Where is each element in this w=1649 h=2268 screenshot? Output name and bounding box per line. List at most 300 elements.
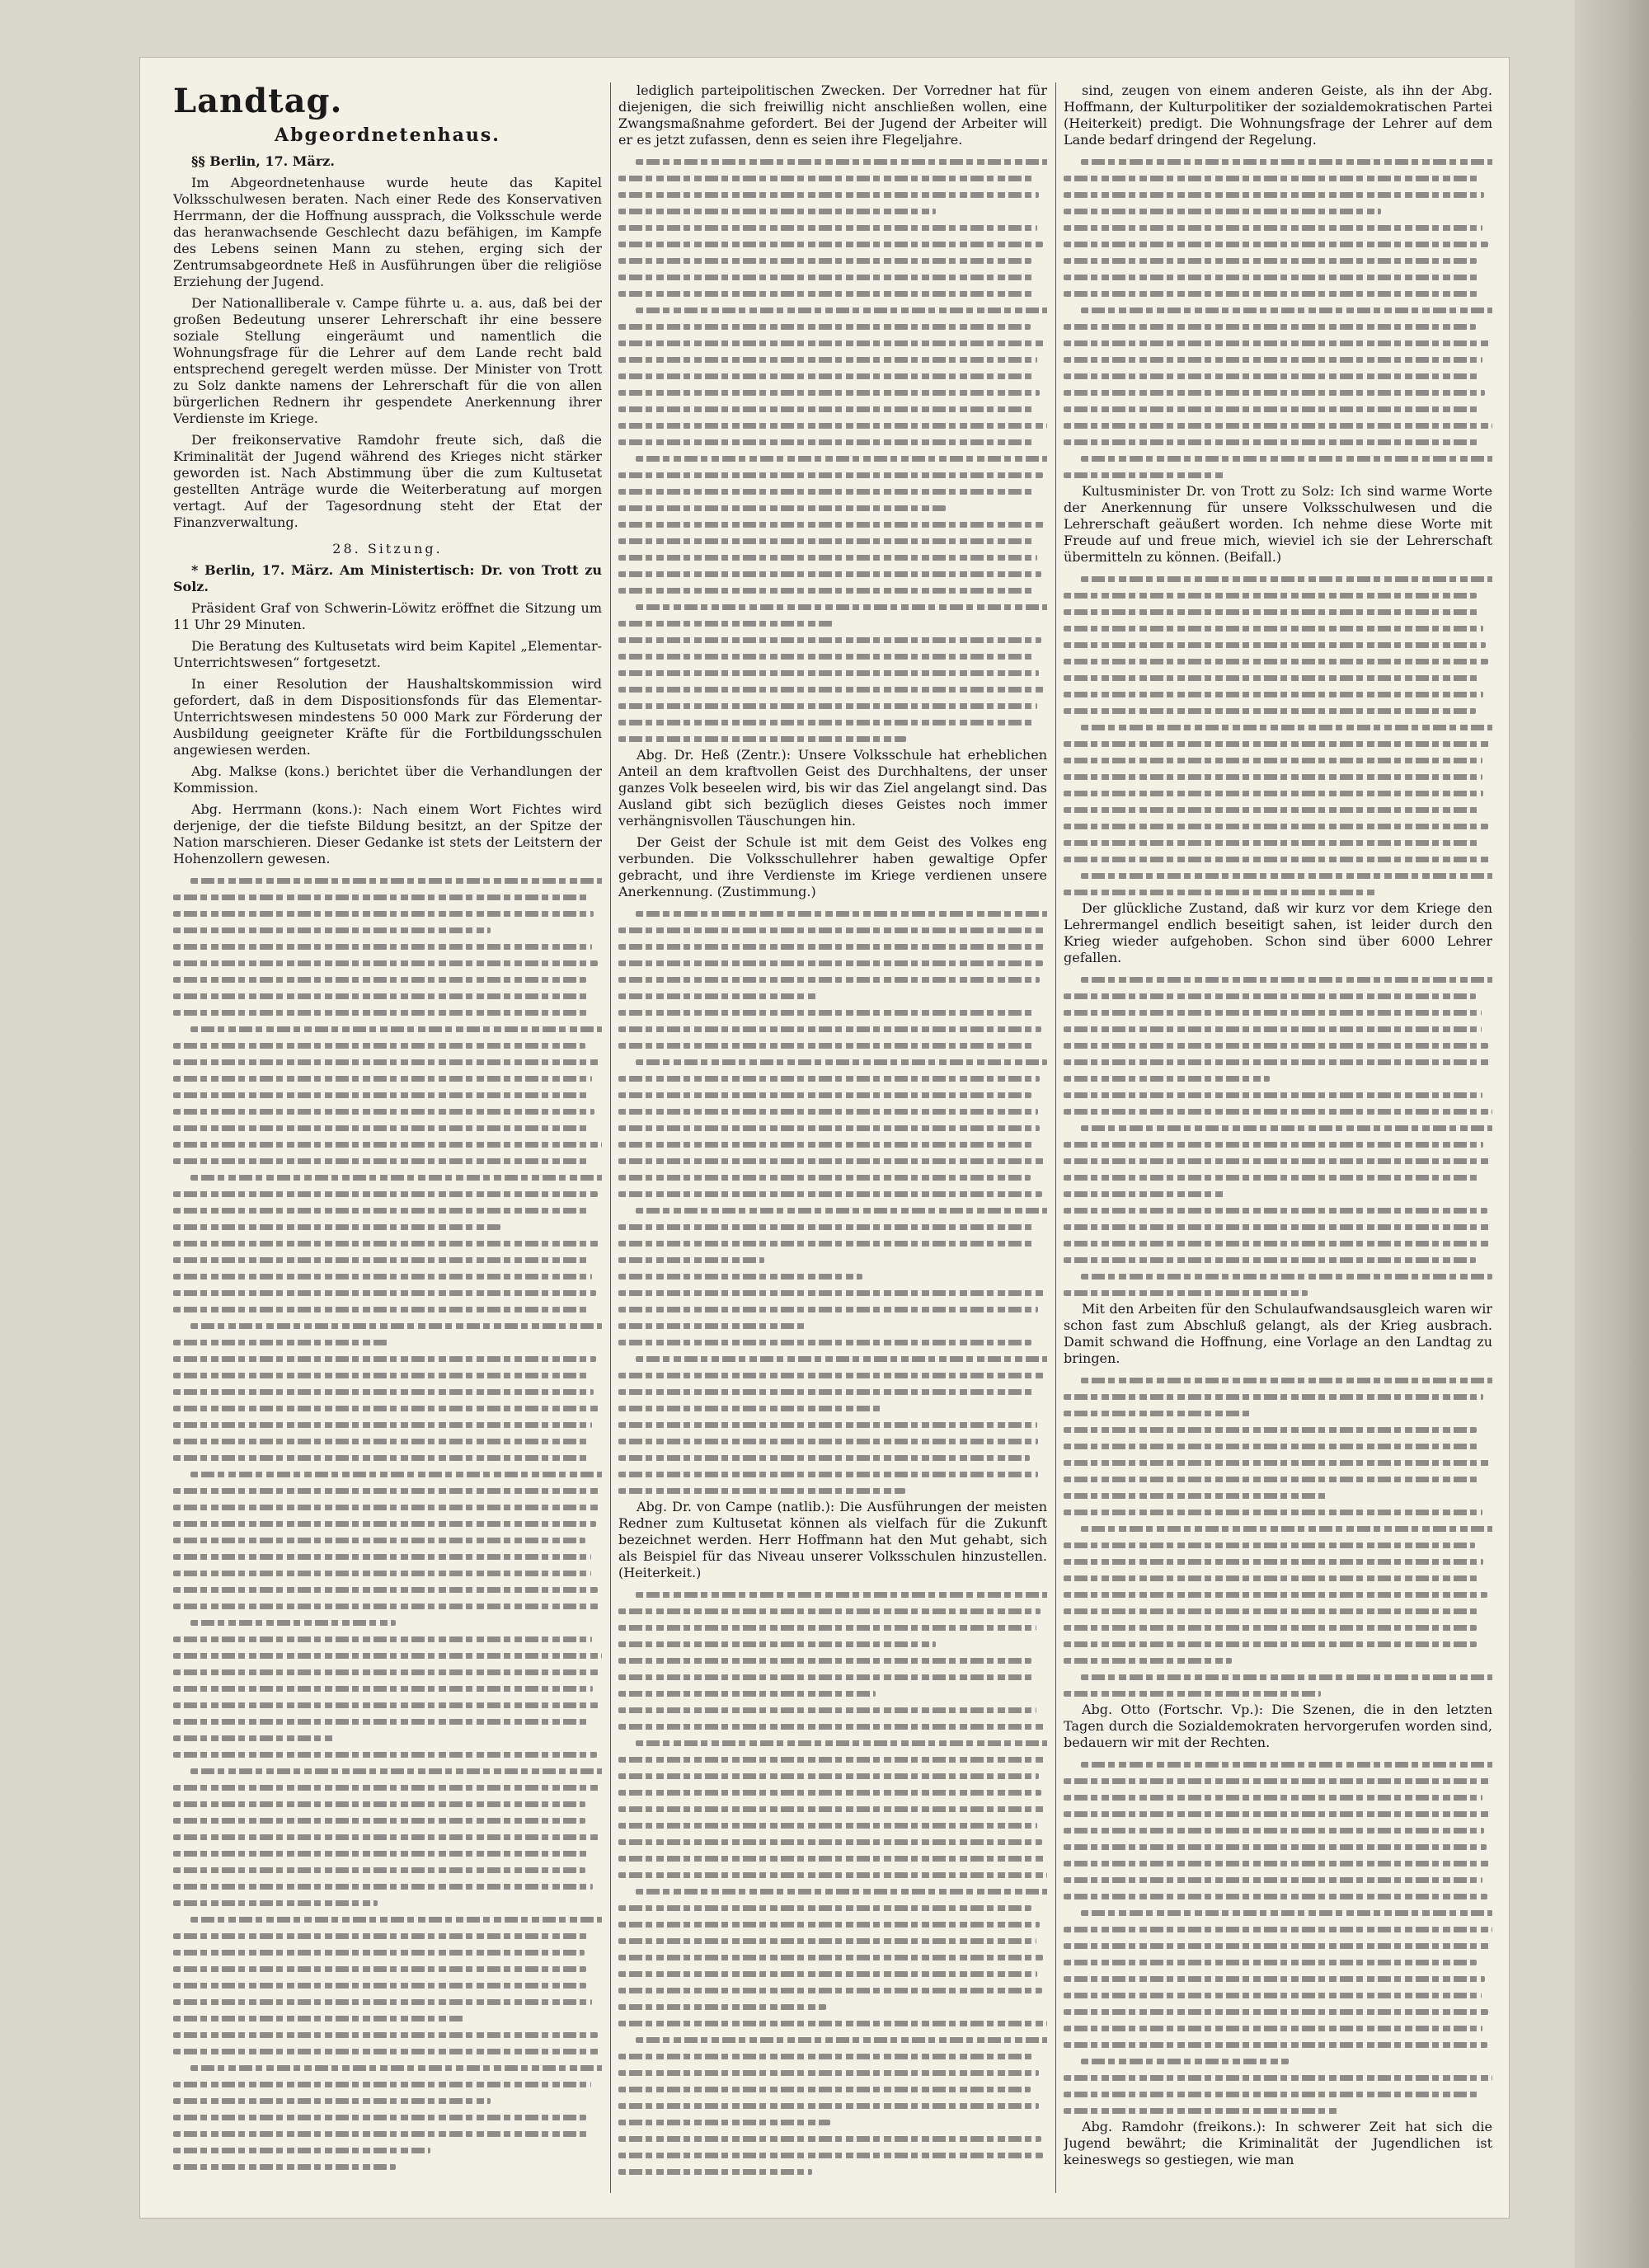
print-line [618, 905, 1047, 922]
print-line [1064, 318, 1492, 335]
print-texture [618, 242, 1043, 247]
print-line [1064, 170, 1492, 186]
print-texture [1064, 1658, 1232, 1664]
dateline: §§ Berlin, 17. März. [191, 153, 335, 169]
print-texture [618, 192, 1039, 198]
print-line [618, 632, 1047, 648]
print-line [173, 2043, 602, 2059]
print-texture [1064, 1592, 1487, 1598]
print-line [173, 1515, 602, 1532]
print-texture [173, 1933, 587, 1939]
column-rule [610, 82, 611, 2193]
print-line [173, 1219, 602, 1235]
print-texture [1064, 1894, 1487, 1899]
print-texture [173, 1307, 589, 1312]
print-texture [190, 1917, 602, 1923]
print-line [618, 318, 1047, 335]
print-texture [618, 1175, 1031, 1181]
print-line [173, 1383, 602, 1400]
print-texture [618, 2136, 1041, 2142]
print-line [618, 1718, 1047, 1735]
print-texture [618, 275, 1034, 280]
print-texture [618, 1707, 1036, 1713]
print-texture [1081, 1378, 1492, 1383]
print-texture [1064, 225, 1482, 231]
print-texture [618, 2087, 1031, 2092]
print-texture [618, 406, 1035, 412]
print-texture [173, 1340, 390, 1345]
print-line [618, 516, 1047, 533]
print-texture [618, 1224, 1034, 1230]
print-line [173, 1103, 602, 1120]
print-line [618, 1383, 1047, 1400]
print-texture [1064, 890, 1377, 895]
article-paragraph: Kultusminister Dr. von Trott zu Solz: Ich sind warme Worte der Anerkennung für unsere Volksschulwesen und die Lehrerschaft geäußert worden. Ich nehme diese Worte mit Freude auf und freue mich, wieviel ich sie der Lehrerschaft übermitteln zu können. (Beifall.) [1064, 483, 1492, 565]
print-texture [1064, 1608, 1480, 1614]
print-line [1064, 988, 1492, 1004]
print-line [1064, 636, 1492, 653]
print-texture [1064, 807, 1480, 813]
article-paragraph: Abg. Otto (Fortschr. Vp.): Die Szenen, die in den letzten Tagen durch die Sozialdemokraten hervorgerufen worden sind, bedauern wir mit der Rechten. [1064, 1702, 1492, 1750]
print-texture [1064, 1927, 1492, 1932]
print-texture [618, 1988, 1042, 1993]
print-texture [618, 2153, 1043, 2158]
print-line [173, 1977, 602, 1993]
print-line [1064, 2086, 1492, 2102]
print-texture [173, 2082, 591, 2087]
print-line [173, 1845, 602, 1862]
print-line [618, 1004, 1047, 1021]
print-line [1064, 1421, 1492, 1438]
newspaper-page [140, 58, 1509, 2218]
article-paragraph: Abg. Dr. von Campe (natlib.): Die Ausführungen der meisten Redner zum Kultusetat können als vielfach für die Zukunft bezeichnet werden. Herr Hoffmann hat den Mut gehabt, sich als Beispiel für das Niveau unserer Volksschulen hinzustellen. (Heiterkeit.) [618, 1499, 1047, 1580]
column-rule [1055, 82, 1056, 2193]
print-line [618, 1751, 1047, 1768]
print-texture [618, 1922, 1040, 1928]
print-texture [1064, 242, 1488, 247]
print-line [1064, 653, 1492, 669]
print-texture [1064, 2026, 1482, 2031]
print-line [1064, 1438, 1492, 1454]
print-texture [636, 1208, 1047, 1214]
print-texture [1064, 1691, 1321, 1697]
print-line [1064, 467, 1492, 483]
print-texture [636, 1889, 1047, 1895]
print-texture [173, 895, 589, 900]
print-line [173, 889, 602, 905]
print-line [618, 417, 1047, 434]
print-line [173, 1944, 602, 1960]
print-line [173, 1021, 602, 1037]
print-texture [618, 1658, 1031, 1664]
print-texture [1081, 1125, 1492, 1131]
print-texture [1064, 1625, 1477, 1631]
print-texture [618, 1806, 1046, 1812]
print-texture [1081, 2059, 1289, 2064]
print-texture [173, 1356, 596, 1362]
print-line [1064, 1553, 1492, 1570]
print-line [618, 615, 1047, 632]
article-paragraph: Der freikonservative Ramdohr freute sich, daß die Kriminalität der Jugend während des Krieges nicht stärker geworden ist. Nach Abstimmung über die zum Kultusetat gestellten Anträge wurde die Weiterberatung auf morgen vertagt. Auf der Tagesordnung steht der Etat der Finanzverwaltung. [173, 432, 602, 530]
print-texture [173, 1455, 587, 1461]
print-texture [618, 209, 936, 214]
print-line [173, 1186, 602, 1202]
print-line [173, 1713, 602, 1730]
print-line [1064, 2020, 1492, 2036]
print-texture [1064, 291, 1478, 297]
print-texture [618, 1955, 1043, 1960]
print-line [618, 1186, 1047, 1202]
print-line [173, 1829, 602, 1845]
print-line [173, 1928, 602, 1944]
print-line [173, 1284, 602, 1301]
print-line [618, 971, 1047, 988]
print-line [1064, 1636, 1492, 1652]
print-line [1064, 1004, 1492, 1021]
print-line [618, 153, 1047, 170]
print-texture [1064, 857, 1490, 862]
print-texture [1064, 1510, 1482, 1515]
print-line [1064, 818, 1492, 834]
print-line [173, 1235, 602, 1251]
print-texture [1081, 725, 1492, 730]
print-line [618, 368, 1047, 384]
column-1 [173, 82, 602, 2193]
print-texture [618, 1938, 1036, 1944]
print-line [618, 384, 1047, 401]
print-line [1064, 236, 1492, 252]
print-texture [618, 1125, 1040, 1131]
print-texture [1064, 1795, 1482, 1801]
print-texture [618, 1010, 1034, 1016]
print-line [618, 1735, 1047, 1751]
print-texture [173, 2148, 430, 2153]
print-texture [1064, 2009, 1488, 2015]
print-line [618, 938, 1047, 955]
text-continuation [618, 153, 1047, 747]
print-line [1064, 1619, 1492, 1636]
print-line [618, 219, 1047, 236]
print-line [1064, 719, 1492, 735]
print-texture [618, 1439, 1038, 1444]
print-line [618, 500, 1047, 516]
print-texture [1064, 1290, 1308, 1296]
print-texture [618, 1757, 1045, 1763]
print-line [1064, 851, 1492, 867]
print-line [618, 2163, 1047, 2180]
print-texture [173, 944, 592, 950]
print-line [618, 1219, 1047, 1235]
print-line [173, 2109, 602, 2125]
print-texture [1064, 1241, 1489, 1247]
print-texture [618, 1422, 1037, 1428]
text-continuation [618, 905, 1047, 1499]
print-texture [618, 291, 1032, 297]
print-line [1064, 1136, 1492, 1153]
print-texture [173, 993, 589, 999]
print-line [173, 1004, 602, 1021]
print-line [1064, 1504, 1492, 1520]
print-line [1064, 620, 1492, 636]
print-line [618, 1636, 1047, 1652]
print-line [1064, 571, 1492, 587]
print-texture [173, 1538, 585, 1543]
print-texture [618, 1674, 1036, 1680]
print-line [1064, 1773, 1492, 1789]
print-line [173, 1202, 602, 1219]
print-texture [618, 1307, 1038, 1312]
print-texture [1064, 1828, 1484, 1834]
print-texture [618, 1158, 1045, 1164]
print-texture [1064, 774, 1482, 780]
print-line [173, 1268, 602, 1284]
print-line [618, 467, 1047, 483]
print-line [1064, 1454, 1492, 1471]
print-texture [636, 2037, 1047, 2043]
print-texture [173, 1274, 592, 1280]
print-texture [618, 1340, 1031, 1345]
print-texture [618, 2070, 1039, 2076]
print-line [1064, 1251, 1492, 1268]
print-line [173, 2125, 602, 2142]
print-texture [173, 1801, 585, 1807]
print-texture [636, 1740, 1047, 1746]
print-line [618, 1120, 1047, 1136]
print-texture [1064, 357, 1482, 363]
print-line [173, 1317, 602, 1334]
print-texture [636, 911, 1047, 917]
print-texture [618, 1856, 1045, 1862]
print-texture [618, 1241, 1033, 1247]
print-line [173, 2076, 602, 2092]
print-texture [618, 373, 1033, 379]
print-line [1064, 702, 1492, 719]
print-line [1064, 2003, 1492, 2020]
print-line [1064, 2069, 1492, 2086]
print-line [1064, 219, 1492, 236]
print-line [173, 1565, 602, 1581]
print-line [618, 697, 1047, 714]
print-line [1064, 1268, 1492, 1284]
print-line [618, 1482, 1047, 1499]
print-line [1064, 1120, 1492, 1136]
print-texture [173, 1439, 589, 1444]
print-line [618, 1037, 1047, 1054]
print-line [618, 1685, 1047, 1702]
print-line [1064, 186, 1492, 203]
print-texture [173, 2032, 598, 2038]
print-line [1064, 1235, 1492, 1251]
print-line [1064, 1904, 1492, 1921]
print-line [618, 1416, 1047, 1433]
print-line [1064, 1669, 1492, 1685]
print-line [618, 1998, 1047, 2015]
print-texture [1064, 1109, 1492, 1115]
print-texture [1064, 741, 1492, 747]
print-line [618, 1801, 1047, 1817]
print-texture [618, 621, 835, 627]
print-line [173, 1466, 602, 1482]
print-line [173, 1416, 602, 1433]
print-line [1064, 1586, 1492, 1603]
print-line [173, 2010, 602, 2026]
print-line [173, 955, 602, 971]
print-line [618, 648, 1047, 664]
print-line [173, 1664, 602, 1680]
print-texture [173, 1389, 594, 1395]
print-line [618, 450, 1047, 467]
print-line [618, 2031, 1047, 2048]
print-texture [1064, 692, 1483, 697]
print-texture [1064, 824, 1488, 829]
print-line [1064, 768, 1492, 785]
print-texture [173, 1208, 590, 1214]
print-line [618, 1466, 1047, 1482]
print-line [1064, 686, 1492, 702]
print-line [618, 285, 1047, 302]
print-line [173, 1614, 602, 1631]
print-texture [173, 1719, 590, 1725]
print-texture [1064, 1411, 1252, 1416]
print-texture [618, 1691, 876, 1697]
print-line [618, 2147, 1047, 2163]
print-line [173, 1812, 602, 1829]
print-line [1064, 1756, 1492, 1773]
print-texture [618, 588, 1034, 594]
print-line [1064, 1202, 1492, 1219]
session-heading: 28. Sitzung. [332, 541, 443, 556]
print-texture [618, 1625, 1036, 1631]
print-line [618, 351, 1047, 368]
text-continuation [1064, 971, 1492, 1301]
print-line [618, 1367, 1047, 1383]
print-texture [173, 1950, 585, 1956]
text-continuation [1064, 1372, 1492, 1702]
text-continuation [173, 872, 602, 2175]
print-texture [618, 1488, 905, 1494]
print-texture [173, 2016, 464, 2021]
print-texture [1064, 324, 1476, 330]
print-line [173, 2026, 602, 2043]
print-line [618, 1103, 1047, 1120]
print-texture [173, 1406, 599, 1411]
print-line [1064, 1603, 1492, 1619]
print-line [173, 1400, 602, 1416]
print-line [1064, 867, 1492, 884]
print-line [1064, 1054, 1492, 1070]
print-texture [618, 2021, 1047, 2026]
print-line [1064, 384, 1492, 401]
print-line [618, 599, 1047, 615]
print-texture [173, 1488, 601, 1494]
print-texture [618, 258, 1031, 264]
print-line [1064, 587, 1492, 603]
print-line [173, 1960, 602, 1977]
print-line [173, 2142, 602, 2158]
print-texture [636, 308, 1047, 313]
text-continuation [618, 1586, 1047, 2180]
print-line [618, 1136, 1047, 1153]
print-line [618, 1070, 1047, 1087]
print-line [1064, 2053, 1492, 2069]
print-texture [618, 2169, 812, 2175]
print-texture [618, 654, 1036, 660]
article-paragraph: Im Abgeordnetenhause wurde heute das Kapitel Volksschulwesen beraten. Nach einer Rede des Konservativen Herrmann, der die Hoffnung aussprach, die Volksschule werde das heranwachsende Geschlecht dazu befähigen, im Kampfe des Lebens seinen Mann zu stehen, erging sich der Zentrumsabgeordnete Heß in Ausführungen über die religiöse Erziehung der Jugend. [173, 175, 602, 289]
text-continuation [1064, 1756, 1492, 2119]
print-line [1064, 1103, 1492, 1120]
print-texture [190, 2065, 602, 2071]
print-texture [1064, 1993, 1482, 1998]
article-paragraph: Abg. Dr. Heß (Zentr.): Unsere Volksschule hat erheblichen Anteil an dem kraftvollen Geist des Durchhaltens, der unser ganzes Volk beseelen wird, bis wir das Ziel angelangt sind. Das Ausland gibt sich bezüglich dieses Geistes noch immer verhängnisvollen Täuschungen hin. [618, 747, 1047, 829]
print-texture [1064, 192, 1484, 198]
print-texture [618, 176, 1034, 181]
print-line [618, 1301, 1047, 1317]
print-line [618, 1603, 1047, 1619]
print-line [173, 1779, 602, 1796]
print-line [1064, 1021, 1492, 1037]
print-texture [618, 1043, 1035, 1049]
print-line [1064, 1471, 1492, 1487]
print-line [173, 1548, 602, 1565]
print-texture [618, 927, 1045, 933]
section-title: Landtag. [173, 82, 343, 120]
section-subtitle: Abgeordnetenhaus. [275, 124, 500, 146]
print-texture [173, 1834, 599, 1840]
print-texture [190, 1472, 602, 1477]
print-line [618, 1449, 1047, 1466]
print-texture [1064, 1877, 1482, 1883]
print-line [618, 401, 1047, 417]
print-texture [618, 1823, 1037, 1829]
print-line [1064, 351, 1492, 368]
print-texture [618, 1191, 1042, 1197]
print-texture [636, 456, 1047, 462]
print-texture [618, 423, 1047, 429]
print-line [618, 1652, 1047, 1669]
print-line [1064, 302, 1492, 318]
print-line [618, 269, 1047, 285]
print-texture [173, 1867, 585, 1873]
print-texture [1081, 1910, 1492, 1916]
print-line [1064, 1855, 1492, 1871]
print-line [618, 2097, 1047, 2114]
print-texture [618, 324, 1031, 330]
print-line [173, 1251, 602, 1268]
print-texture [618, 1790, 1041, 1796]
print-texture [173, 2098, 491, 2104]
print-line [1064, 1537, 1492, 1553]
print-line [618, 302, 1047, 318]
print-texture [1064, 1477, 1478, 1482]
column-3 [1064, 82, 1492, 2193]
print-texture [618, 225, 1037, 231]
print-texture [1064, 840, 1480, 846]
print-line [1064, 752, 1492, 768]
print-texture [173, 1785, 599, 1791]
print-texture [1081, 308, 1492, 313]
print-line [173, 1087, 602, 1103]
print-line [173, 988, 602, 1004]
print-line [618, 252, 1047, 269]
print-texture [173, 1966, 586, 1972]
print-texture [618, 472, 1043, 478]
print-line [618, 1021, 1047, 1037]
article-paragraph: Der Nationalliberale v. Campe führte u. a. aus, daß bei der großen Bedeutung unserer Lehrerschaft ihr eine bessere soziale Stellung eingeräumt und namentlich die Wohnungsfrage für die Lehrer auf dem Lande recht bald entsprechend geregelt werden müsse. Der Minister von Trott zu Solz dankte namens der Lehrerschaft für die von allen bürgerlichen Rednern ihr gespendete Anerkennung ihrer Verdienste im Kriege. [173, 295, 602, 426]
print-line [618, 483, 1047, 500]
print-line [173, 2092, 602, 2109]
print-texture [1064, 1559, 1483, 1565]
print-line [173, 1631, 602, 1647]
